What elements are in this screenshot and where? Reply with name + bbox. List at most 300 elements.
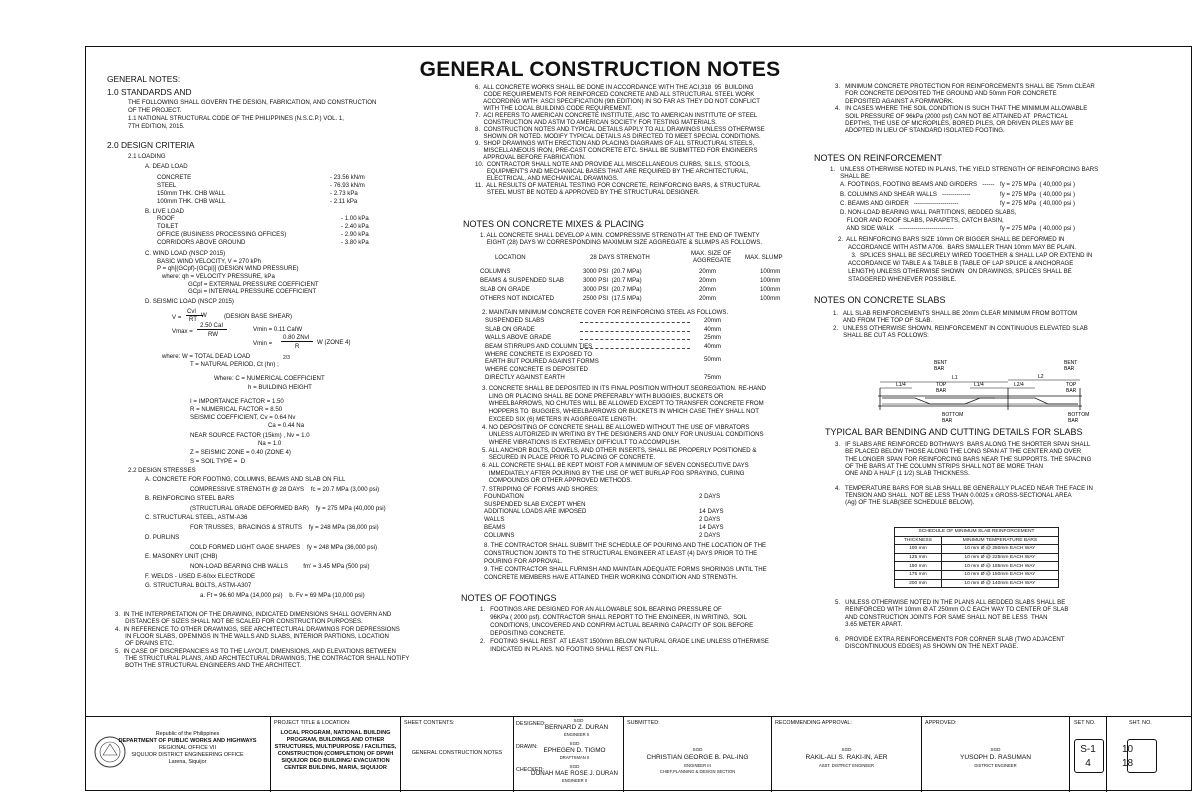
bottom-bar-l-2: BAR [942,418,953,424]
sheet-label: SHEET CONTENTS: [404,720,455,726]
strip-label: FOUNDATION [484,493,524,500]
drawn-sgd: SGD [569,741,580,746]
general-note-line: APPROVAL BEFORE FABRICATION. [475,154,586,161]
schedule-header-bars: MINIMUM TEMPERATURE BARS [941,536,1058,545]
bent-bar-r-1: BENT [1064,360,1078,366]
section-heading: NOTES OF FOOTINGS [461,593,557,603]
general-note-line: MISCELLANEOUS IRON, PRE-CAST CONCRETE ETC. SHALL BE SUBMITTED FOR ENGINEERS [475,147,758,154]
note-line: REINFORCED WITH 10mm Ø AT 250mm O.C EACH WAY TO CENTER OF SLAB [835,606,1069,614]
designed-name: BERNARD Z. DURAN [544,724,609,731]
cover-value: 25mm [704,334,721,341]
reinf-value: fy = 275 MPa ( 40,000 psi ) [1000,225,1076,232]
formula: Vmin = 0.11 CaIW [253,326,303,333]
note-line: LING OR PLACING SHALL BE DONE PREFERABLY WITH BUGGIES, BUCKETS OR [482,392,724,400]
note-line: WHERE VIBRATIONS IS EXTREMELY DIFFICULT TO ACCOMPLISH. [482,438,681,446]
formula: where: W = TOTAL DEAD LOAD [162,353,251,360]
leader-line [580,328,690,332]
reinf-label: FLOOR AND ROOF SLABS, PARAPETS, CATCH BASIN, [840,216,1004,224]
cover-value: 50mm [704,356,721,363]
dim-l1-label: L1 [952,375,958,381]
slab-bar-diagram [870,358,1090,426]
schedule-thickness: 125 mm [895,553,942,562]
formula: T = NATURAL PERIOD, Ct (hn) ; [190,361,279,368]
reinf-label: C. BEAMS AND GIRDER ---------------------- [840,200,959,207]
note-line: COMPOUNDS OR OTHER APPROVED METHODS. [482,477,632,485]
general-note-line: SHOWN OR NOTED. MODIFY TYPICAL DETAILS AS DIRECTED TO MEET SPECIAL CONDITIONS. [475,133,761,140]
note-line: 6. ALL CONCRETE SHALL BE KEPT MOIST FOR A MINIMUM OF SEVEN CONSECUTIVE DAYS [482,462,749,469]
note-line: STAGGERED WHENEVER POSSIBLE. [838,276,957,283]
general-note-line: 11. ALL RESULTS OF MATERIAL TESTING FOR CONCRETE, REINFORCING BARS, & STRUCTURAL [475,182,761,189]
formula: RT [189,316,198,323]
fraction-bar [197,329,227,330]
formula: Ca = 0.44 Na [268,422,305,429]
wind-line: BASIC WIND VELOCITY, V = 270 kPh [157,258,262,265]
table-cell: 100mm [760,277,781,284]
project-cell [270,717,400,792]
top-bar-l-2: BAR [936,388,947,394]
formula: R [295,343,300,350]
wind-line: C. WIND LOAD (NSCP 2015) [145,250,226,257]
approved-cell [921,717,1069,792]
note-line: 9. THE CONTRACTOR SHALL FURNISH AND MAINTAIN ADEQUATE FORMS SHORINGS UNTIL THE [484,566,767,573]
sheet-contents: GENERAL CONSTRUCTION NOTES [411,750,503,756]
cover-label: SLAB ON GRADE [485,325,535,333]
load-label: 150mm THK. CHB WALL [157,190,226,197]
standards-line: THE FOLLOWING SHALL GOVERN THE DESIGN, FABRICATION, AND CONSTRUCTION [128,99,377,106]
subsection-heading: 2.1 LOADING [128,153,166,160]
note-line: OF THE BARS AT THE COLUMN STRIPS SHALL NOT BE MORE THAN [835,462,1044,470]
strip-value: 2 DAYS [699,516,721,523]
note-line: 1. ALL SLAB REINFORCEMENTS SHALL BE 20mm CLEAR MINIMUM FROM BOTTOM [833,310,1078,317]
reinf-label: D. NON-LOAD BEARING WALL PARTITIONS, BEDDED SLABS, [840,209,1017,216]
schedule-bars: 10 mm Ø @ 250mm EACH WAY [941,545,1058,554]
designers-cell [513,717,623,792]
note-line: UNLESS AUTORIZED IN WRITING BY THE DESIGNERS AND ONLY FOR UNUSUAL CONDITIONS [482,431,764,439]
stress-heading: G. STRUCTURAL BOLTS, ASTM-A307 [145,582,252,589]
formula: W [201,312,207,319]
subsection-heading: D. SEISMIC LOAD (NSCP 2015) [145,298,234,305]
submitted-label: SUBMITTED: [627,720,660,726]
note-line: 1. FOOTINGS ARE DESIGNED FOR AN ALLOWABLE SOIL BEARING PRESSURE OF [480,606,722,613]
submitted-sgd: SGD [692,747,703,752]
wind-line: where: qh = VELOCITY PRESSURE, kPa [162,273,275,280]
approved-name: YUSOPH D. RASUMAN [959,754,1032,761]
cover-value: 75mm [704,374,721,381]
subsection-heading: A. DEAD LOAD [145,163,188,170]
strip-value: 14 DAYS [699,508,724,515]
table-header: AGGREGATE [693,257,732,264]
schedule-bars: 10 mm Ø @ 140mm EACH WAY [941,579,1058,588]
standards-line: 1.1 NATIONAL STRUCTURAL CODE OF THE PHILIPPINES (N.S.C.P.) VOL. 1, [128,115,344,122]
stress-heading: D. PURLINS [145,534,180,541]
bottom-bar-r-2: BAR [1068,418,1079,424]
top-bar-r-1: TOP [1066,382,1077,388]
bottom-bar-r-1: BOTTOM [1068,412,1090,418]
note-line: 3. IF SLABS ARE REINFORCED BOTHWAYS BARS ALONG THE SHORTER SPAN SHALL [835,441,1091,448]
note-line: 96KPa ( 2000 psf). CONTRACTOR SHALL REPORT TO THE ENGINEER, IN WRITING, SOIL [480,614,747,621]
table-cell: 100mm [760,268,781,275]
note-line: 5. ALL ANCHOR BOLTS, DOWELS, AND OTHER INSERTS, SHALL BE PROPERLY POSITIONED & [482,446,757,454]
leader-line [580,336,690,340]
cover-label: DIRECTLY AGAINST EARTH [485,374,565,381]
formula: Na = 1.0 [258,440,282,447]
strip-value: 14 DAYS [699,524,724,531]
agency-line: Larena, Siquijor [168,759,207,765]
stress-value: FOR TRUSSES, BRACINGS & STRUTS fy = 248 MPa (36,000 psi) [190,524,379,531]
dim-l2-label: L2 [1038,374,1044,380]
note-line: SECURED IN PLACE PRIOR TO PLACING OF CONCRETE. [482,454,656,462]
note-line: 3.65 METER APART. [835,620,903,628]
stress-value: NON-LOAD BEARING CHB WALLS fm' = 3.45 MPa (500 psi) [190,563,370,570]
cover-label: EARTH BUT POURED AGAINST FORMS [485,358,599,365]
note-line: 3. CONCRETE SHALL BE DEPOSITED IN ITS FINAL POSITION WITHOUT SEGREGATION. RE-HAND [482,385,767,392]
dim-l24-label: L2/4 [1014,382,1024,388]
note-line: BE PLACED BELOW THOSE ALONG THE LONG SPAN AT THE CENTER AND OVER [835,448,1082,456]
sheet-no-top: 10 [1121,744,1134,755]
note-line: 4. TEMPERATURE BARS FOR SLAB SHALL BE GENERALLY PLACED NEAR THE FACE IN [835,484,1093,492]
general-note-line: 8. CONSTRUCTION NOTES AND TYPICAL DETAILS APPLY TO ALL DRAWINGS UNLESS OTHERWISE [475,126,765,133]
project-title-line: CONSTRUCTION (COMPLETION) OF DPWH [277,751,394,757]
designed-label: DESIGNED: [516,721,546,727]
cover-value: 40mm [704,342,721,350]
note-line: SOIL PRESSURE OF 96kPa (2000 psf) CAN NOT BE ATTAINED AT PRACTICAL [835,112,1068,120]
table-header: LOCATION [495,254,526,261]
general-note-line: EQUIPMENT'S AND MECHANICAL BASES THAT ARE REQUIRED BY THE ARCHITECTURAL, [475,168,749,175]
load-label: TOILET [157,223,179,230]
note-line: DEPTHS, THE USE OF MICROPILES, BORED PILES, OR DRIVEN PILES MAY BE [835,120,1074,127]
formula: 2.50 CaI [200,322,224,329]
note-line: ACCORDANCE W/ TABLE A & TABLE B (TABLE OF LAP SPLICE & ANCHORAGE [838,260,1074,267]
checked-name: DONAH MAE ROSE J. DURAN [531,770,618,777]
general-note-line: STEEL MUST BE NOTED & APPROVED BY THE STRUCTURAL DESIGNER. [475,189,700,196]
section-heading: NOTES ON REINFORCEMENT [814,153,943,163]
dim-l14b-label: L1/4 [974,382,984,388]
general-notes-heading: GENERAL NOTES: [107,74,181,84]
table-cell: 20mm [699,277,716,284]
formula: W (ZONE 4) [317,339,351,346]
load-value: - 2.40 kPa [341,223,369,230]
reinf-label: B. COLUMNS AND SHEAR WALLS -------------- [840,190,971,198]
note-line: AND FROM THE TOP OF SLAB. [833,317,933,325]
cover-label: WALLS ABOVE GRADE [485,334,552,341]
agency-line: DEPARTMENT OF PUBLIC WORKS AND HIGHWAYS [118,738,257,744]
slab-reinforcement-schedule [894,527,1059,588]
strip-label: ADDITIONAL LOADS ARE IMPOSED [484,508,587,515]
load-value: - 3.80 kPa [341,239,369,246]
reinf-label: A. FOOTINGS, FOOTING BEAMS AND GIRDERS ------ [840,181,995,188]
note-line: 2. UNLESS OTHERWISE SHOWN, REINFORCEMENT IN CONTINUOUS ELEVATED SLAB [833,324,1088,332]
wind-line: GCpi = INTERNAL PRESSURE COEFFICIENT [188,288,317,295]
stress-heading: B. REINFORCING STEEL BARS [145,495,235,502]
drawn-name: EPHEGEN D. TIGMO [543,747,606,754]
general-note-line: THE STRUCTURAL PLANS, AND ARCHITECTURAL DRAWINGS, THE CONTRACTOR SHALL NOTIFY [115,654,410,662]
table-cell: 20mm [699,295,716,302]
recommending-sgd: SGD [841,747,852,752]
table-header: MAX. SLUMP [745,254,783,261]
formula: RW [208,331,219,338]
strip-label: BEAMS [484,524,506,531]
note-line: 4. NO DEPOSITING OF CONCRETE SHALL BE ALLOWED WITHOUT THE USE OF VIBRATORS [482,423,750,431]
formula: V = [172,314,182,321]
note-line: LENGTH) UNLESS OTHERWISE SHOWN ON DRAWINGS, SPLICES SHALL BE [838,268,1072,275]
note-line: 2. FOOTING SHALL REST AT LEAST 1500mm BELOW NATURAL GRADE LINE UNLESS OTHERMISE [480,638,769,645]
bottom-bar-l-1: BOTTOM [942,412,964,418]
general-note-line: ELECTRICAL, AND MECHANICAL DRAWINGS. [475,175,619,182]
note-line: ACCORDANCE WITH ASTM A706. BARS SMALLER THAN 10mm MAY BE PLAIN. [838,244,1077,251]
note-line: TENSION AND SHALL NOT BE LESS THAN 0.0025 x GROSS-SECTIONAL AREA [835,492,1072,500]
stress-heading: E. MASONRY UNIT (CHB) [145,553,218,560]
strip-label: COLUMNS [484,532,515,539]
sheet-no-label: SHT. NO. [1129,720,1152,726]
section-heading: NOTES ON CONCRETE SLABS [814,295,946,305]
cover-value: 40mm [704,325,721,333]
fraction-bar [281,341,313,342]
formula: h = BUILDING HEIGHT [248,384,312,391]
formula: SEISMIC COEFFICIENT, Cv = 0.64 Nv [190,414,296,421]
note-line: 3. MINIMUM CONCRETE PROTECTION FOR REINFORCEMENTS SHALL BE 75mm CLEAR [835,83,1095,90]
load-label: CORRIDORS ABOVE GROUND [157,239,246,246]
bent-bar-left [882,398,1078,404]
page-title: GENERAL CONSTRUCTION NOTES [419,58,781,81]
load-value: - 2.90 kPa [341,231,369,238]
general-note-line: BOTH THE STRUCTURAL ENGINEERS AND THE ARCHITECT. [115,662,302,670]
note-line: SHALL BE: [830,173,871,180]
set-no-top: S-1 [1080,744,1096,755]
stress-value: (STRUCTURAL GRADE DEFORMED BAR) fy = 275 MPa (40,000 psi) [190,505,386,512]
stress-value: a. Ft = 96.60 MPa (14,000 psi) b. Fv = 69 MPa (10,000 psi) [200,592,365,599]
note-line: CONDITIONS, UNCOVERED AND CONFIRM ACTUAL BEARING CAPACITY OF SOIL BEFORE [480,622,754,629]
general-note-line: ACCORDING WITH ASCI SPECIFICATION (9th EDITION) IN SO FAR AS THEY DO NOT CONFLICT [475,98,760,105]
cover-value: 20mm [704,317,721,324]
standards-line: 7TH EDITION, 2015. [128,123,185,130]
submitted-title: ENGINEER III [684,763,711,768]
general-note-line: 5. IN CASE OF DISCREPANCIES AS TO THE LAYOUT, DIMENSIONS, AND ELEVATIONS BETWEEN [115,647,396,655]
project-title-line: PROGRAM, BUILDINGS AND OTHER [286,737,385,743]
schedule-thickness: 150 mm [895,562,942,571]
general-note-line: 6. ALL CONCRETE WORKS SHALL BE DONE IN ACCORDANCE WITH THE ACI,318 95 BUILDING [475,84,754,91]
project-title-line: CENTER BUILDING, MARIA, SIQUIJOR [284,765,387,771]
section-heading: 2.0 DESIGN CRITERIA [107,140,195,150]
note-line: FOR CONCRETE DEPOSITED THE GROUND AND 50mm FOR CONCRETE [835,90,1057,98]
note-line: IMMEDIATELY AFTER POURING BY THE USE OF WET BURLAP FOG SPRAYING, CURING [482,469,745,477]
submitted-cell [623,717,771,792]
table-cell: 3000 PSI (20.7 MPa) [583,268,642,275]
note-line: HOPPERS TO BUGGIES, WHEELBARROWS OR BUCKETS IN WHICH CASE THEY SHALL NOT [482,408,759,416]
set-no-bottom: 4 [1085,758,1091,769]
note-line: 2. ALL REINFORCING BARS SIZE 10mm OR BIGGER SHALL BE DEFORMED IN [838,236,1065,243]
approved-title: DISTRICT ENGINEER [974,763,1017,768]
load-label: 100mm THK. CHB WALL [157,198,226,205]
formula: S = SOIL TYPE = D [190,458,246,465]
dim-l14a-label: L1/4 [896,382,906,388]
note-line: SHALL BE CUT AS FOLLOWS: [833,332,929,340]
top-bar-l-1: TOP [936,382,947,388]
formula: 0.80 ZNvI [283,334,310,341]
general-note-line: 10. CONTRACTOR SHALL NOTE AND PROVIDE ALL MISCELLANEOUS CURBS, SILLS, STOOLS, [475,161,751,168]
formula: Where: C = NUMERICAL COEFFICIENT [214,375,325,382]
schedule-thickness: 175 mm [895,570,942,579]
agency-line: REGIONAL OFFICE VII [158,745,216,751]
approved-sgd: SGD [990,747,1001,752]
bent-bar-l-2: BAR [934,366,945,372]
checked-label: CHECKED: [516,767,544,773]
designed-sgd: SGD [573,718,584,723]
note-line: POURING FOR APPROVAL. [484,558,563,565]
note-line: THE LONGER SPAN FOR REINFORCING BARS NEAR THE SUPPORTS. THE SPACING [835,455,1092,463]
cover-label: BEAM STIRRUPS AND COLUMN TIES [485,342,593,350]
load-label: ROOF [157,215,175,222]
reinf-label: AND SIDE WALK --------------------------- [840,224,954,232]
formula: Cvl [187,308,196,315]
note-line: 6. PROVIDE EXTRA REINFORCEMENTS FOR CORNER SLAB (TWO ADJACENT [835,635,1065,643]
table-cell: OTHERS NOT INDICATED [480,295,554,302]
stress-heading: F. WELDS - USED E-60xx ELECTRODE [145,573,256,580]
table-cell: 20mm [699,268,716,275]
approved-label: APPROVED: [925,720,957,726]
general-note-line: CODE REQUIREMENTS FOR REINFORCED CONCRETE AND ALL STRUCTURAL STEEL WORK [475,91,755,98]
strip-label: SUSPENDED SLAB EXCEPT WHEN [484,501,586,508]
drawn-label: DRAWN: [516,744,538,750]
note-line: ONE AND A HALF (1 1/2) SLAB THICKNESS. [835,470,970,478]
note-line: 7. STRIPPING OF FORMS AND SHORES: [482,486,599,493]
subsection-heading: B. LIVE LOAD [145,208,184,215]
formula: 2/3 [283,355,290,361]
table-cell: 100mm [760,286,781,293]
note-line: 3. SPLICES SHALL BE SECURELY WIRED TOGETHER & SHALL LAP OR EXTEND IN [838,252,1093,259]
load-value: - 2.73 kPa [330,190,358,197]
project-title-line: LOCAL PROGRAM, NATIONAL BUILDING [280,730,391,736]
checked-sgd: SGD [569,764,580,769]
section-heading: 1.0 STANDARDS AND [107,87,192,97]
note-line: 4. IN CASES WHERE THE SOIL CONDITION IS SUCH THAT THE MINIMUM ALLOWABLE [835,105,1088,113]
subsection-heading: 2.2 DESIGN STRESSES [128,467,196,474]
general-note-line: OF DRAINS ETC. [115,640,174,648]
strip-value: 2 DAYS [699,532,721,539]
note-line: ADOPTED IN LIEU OF STANDARD ISOLATED FOOTING. [835,127,1005,135]
load-value: - 2.11 kPa [330,198,358,205]
general-note-line: 9. SHOP DRAWINGS WITH ERECTION AND PLACING DIAGRAMS OF ALL STRUCTURAL STEELS, [475,140,755,147]
title-block [85,716,1192,792]
agency-cell [85,717,270,792]
submitted-name: CHRISTIAN GEORGE B. PAL-ING [646,754,749,761]
load-value: - 23.56 kN/m [330,174,365,181]
sheet-no-cell [1106,717,1192,792]
load-label: STEEL [157,182,177,189]
agency-line: Republic of the Philippines [155,731,220,737]
checked-title: ENGINEER II [561,778,588,783]
submitted-title: CHIEF,PLANNING & DESIGN SECTION [659,769,736,774]
general-note-line: 3. IN THE INTERPRETATION OF THE DRAWING, INDICATED DIMENSIONS SHALL GOVERN AND [115,611,392,618]
general-note-line: CONSTRUCTION AND ASTM TO AMERICAN SOCIETY FOR TESTING MATERIALS. [475,119,717,126]
note-line: WHEELBARROWS, NO CHUTES WILL BE ALLOWED EXCEPT TO TRANSFER CONCRETE FROM [482,400,764,408]
cover-label: WHERE CONCRETE IS DEPOSITED [485,366,588,373]
leader-line [580,319,690,323]
schedule-thickness: 200 mm [895,579,942,588]
designed-title: ENGINEER II [563,732,590,737]
schedule-header-thickness: THICKNESS [895,536,942,545]
table-cell: 3000 PSI (20.7 MPa) [583,286,642,293]
note-line: AND CONSTRUCTION JOINTS FOR SAME SHALL NOT BE LESS THAN [835,613,1048,621]
note-line: EXCEED SIX (6) METERS IN AGGREGATE LENGTH. [482,415,637,423]
note-line: DISCONTINUOUS EDGES) AS SHOWN ON THE NEXT PAGE. [835,642,1019,650]
table-cell: 100mm [760,295,781,302]
schedule-bars: 10 mm Ø @ 185mm EACH WAY [941,562,1058,571]
section-heading: NOTES ON CONCRETE MIXES & PLACING [463,219,645,229]
schedule-bars: 10 mm Ø @ 225mm EACH WAY [941,553,1058,562]
formula: R = NUMERICAL FACTOR = 8.50 [190,406,283,413]
table-cell: COLUMNS [480,268,511,275]
note-line: 1. ALL CONCRETE SHALL DEVELOP A MIN. COMPRESSIVE STRENGTH AT THE END OF TWENTY [480,232,760,239]
recommending-label: RECOMMENDING APPROVAL: [775,720,852,726]
schedule-thickness: 100 mm [895,545,942,554]
table-cell: SLAB ON GRADE [480,286,530,293]
table-cell: BEAMS & SUSPENDED SLAB [480,277,564,284]
table-cell: 2500 PSI (17.5 MPa) [583,295,642,302]
note-line: DEPOSITED AGAINST A FORMWORK. [835,97,954,105]
reinf-value: fy = 275 MPa ( 40,000 psi ) [1000,181,1076,188]
note-line: 8. THE CONTRACTOR SHALL SUBMIT THE SCHEDULE OF POURING AND THE LOCATION OF THE [484,542,767,549]
table-header: MAX. SIZE OF [691,250,732,257]
standards-line: OF THE PROJECT. [128,107,182,114]
schedule-title: SCHEDULE OF MINIMUM SLAB REINFORCEMENT [895,528,1059,537]
note-line: 2. MAINTAIN MINIMUM CONCRETE COVER FOR REINFORCING STEEL AS FOLLOWS. [482,309,729,316]
sheet-no-bottom: 18 [1121,758,1134,769]
table-header: 28 DAYS STRENGTH [590,254,650,261]
table-cell: 3000 PSI (20.7 MPa) [583,277,642,284]
load-label: CONCRETE [157,174,192,181]
general-note-line: WITH THE LOCAL BUILDING CODE REQUIREMENT. [475,105,632,112]
note-line: 1. UNLESS OTHERWISE NOTED IN PLANS, THE YIELD STRENGTH OF REINFORCING BARS [830,166,1099,173]
reinf-value: fy = 275 MPa ( 40,000 psi ) [1000,200,1076,207]
formula: Vmax = [172,328,193,335]
reinf-value: fy = 275 MPa ( 40,000 psi ) [1000,190,1076,198]
bent-bar-r-2: BAR [1064,366,1075,372]
section-heading: TYPICAL BAR BENDING AND CUTTING DETAILS FOR SLABS [825,427,1083,437]
cover-label: SUSPENDED SLABS [485,317,545,324]
general-note-line: DISTANCES OF SIZES SHALL NOT BE SCALED FOR CONSTRUCTION PURPOSES. [115,618,363,626]
wind-line: GCpf = EXTERNAL PRESSURE COEFFICIENT [188,281,319,288]
drawn-title: DRAFTSMAN II [559,755,590,760]
stress-value: COMPRESSIVE STRENGTH @ 28 DAYS fc = 20.7 MPa (3,000 psi) [190,486,380,493]
project-title-line: SIQUIJOR DEO BUILDING/ EVACUATION [281,758,390,764]
formula: Vmin = [253,340,273,347]
note-line: DEPOSITING CONCRETE. [480,630,566,637]
note-line: EIGHT (28) DAYS W/ CORRESPONDING MAXIMUM SIZE AGGREGATE & SLUMPS AS FOLLOWS. [480,239,763,246]
schedule-bars: 10 mm Ø @ 150mm EACH WAY [941,570,1058,579]
agency-line: SIQUIJOR DISTRICT ENGINEERING OFFICE [131,752,244,758]
bent-bar-l-1: BENT [934,360,948,366]
general-note-line: 7. ACI REFERS TO AMERICAN CONCRETE INSTITUTE, AISC TO AMERICAN INSTITUTE OF STEEL [475,112,758,119]
cover-label: WHERE CONCRETE IS EXPOSED TO [485,351,593,358]
load-label: OFFICE (BUSINESS PROCESSING OFFICES) [157,231,287,238]
table-cell: 20mm [699,286,716,293]
project-label: PROJECT TITLE & LOCATION: [274,720,351,726]
formula: I = IMPORTANCE FACTOR = 1.50 [190,398,284,405]
project-title-line: STRUCTURES, MULTIPURPOSE / FACILITIES, [274,744,397,750]
general-note-line: 4. IN REFERENCE TO OTHER DRAWINGS, SEE ARCHITECTURAL DRAWINGS FOR DEPRESSIONS [115,625,400,633]
sheet-cell [400,717,513,792]
strip-value: 2 DAYS [699,493,721,500]
formula: Z = SEISMIC ZONE = 0.40 (ZONE 4) [190,449,291,456]
note-line: (Ag) OF THE SLAB(SEE SCHEDULE BELOW). [835,499,975,507]
formula: (DESIGN BASE SHEAR) [224,313,293,320]
recommending-name: RAKIL-ALI S. RAKI-IN, AER [805,754,888,761]
note-line: INDICATED IN PLANS. NO FOOTING SHALL REST ON FILL. [480,646,660,653]
stress-heading: A. CONCRETE FOR FOOTING, COLUMNS, BEAMS AND SLAB ON FILL [145,476,346,483]
formula: NEAR SOURCE FACTOR (15km) , Nv = 1.0 [190,432,310,439]
wind-line: P = qh[(GCpf)-(GCpi)] (DESIGN WIND PRESSURE) [157,265,299,272]
top-bar-r-2: BAR [1066,388,1077,394]
